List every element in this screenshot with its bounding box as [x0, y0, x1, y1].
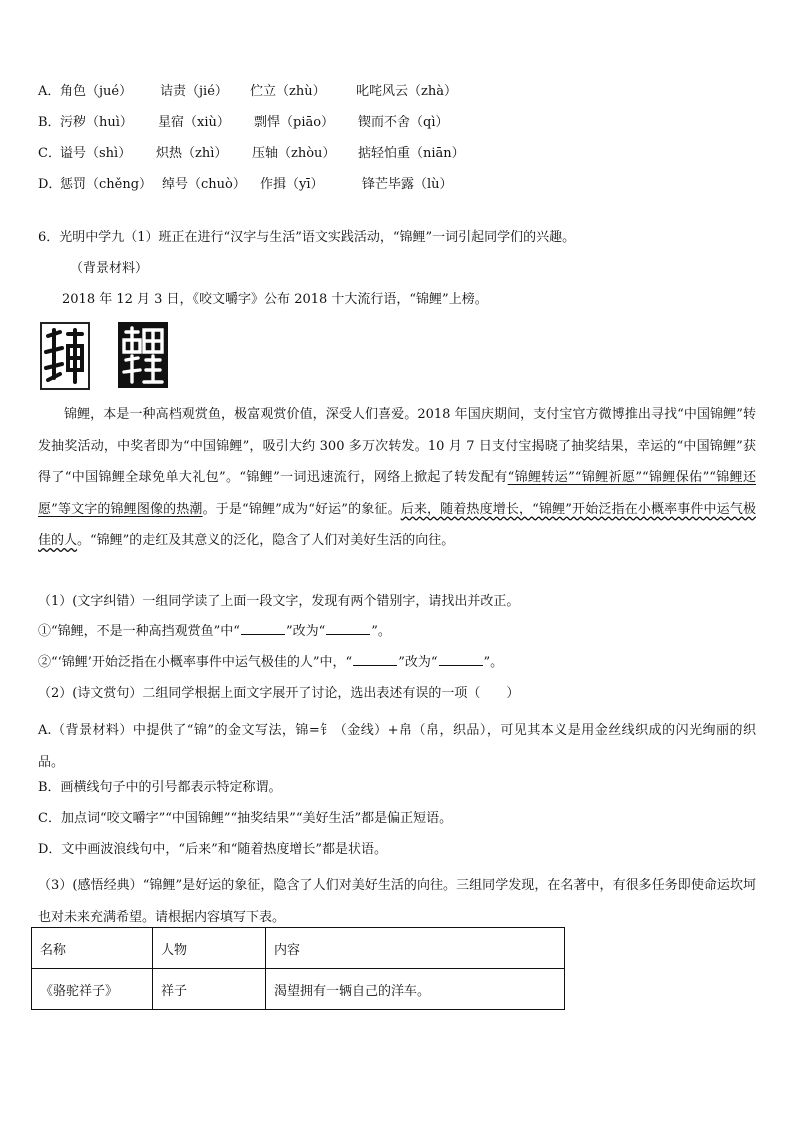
option-item: 诘责（jié） — [160, 84, 228, 99]
table-header-cell: 人物 — [153, 928, 266, 969]
passage-text: 。于是“锦鲤”成为“好运”的象征。 — [202, 501, 401, 517]
option-item: 谥号（shì） — [60, 146, 132, 161]
seal-character-icon — [118, 322, 168, 388]
sub1-item-1 — [38, 622, 391, 642]
sub2-option-a: A.（背景材料）中提供了“锦”的金文写法，锦=钅（金线）+帛（帛，织品），可见其本义是用金丝线织成的闪光绚丽的织品。 — [38, 723, 756, 770]
option-item: 锋芒毕露（lù） — [362, 177, 453, 192]
sub1-item-text: ②“‘锦鲤’开始泛指在小概率事件中运气极佳的人”中，“ — [38, 655, 353, 670]
sub2-option-b: B．画横线句子中的引号都表示特定称谓。 — [38, 780, 282, 795]
sub1-item-text: ①“锦鲤，不是一种高挡观赏鱼”中“ — [38, 624, 240, 639]
answer-blank[interactable] — [439, 653, 483, 666]
background-text: 2018 年 12 月 3 日，《咬文嚼字》公布 2018 十大流行语，“锦鲤”上榜。 — [62, 292, 488, 307]
option-letter: D． — [38, 177, 62, 192]
table-cell: 《骆驼祥子》 — [32, 969, 153, 1010]
option-item: 伫立（zhù） — [250, 84, 326, 99]
sub2-option-d: D．文中画波浪线句中，“后来”和“随着热度增长”都是状语。 — [38, 842, 388, 857]
option-item: 压轴（zhòu） — [252, 146, 336, 161]
table-cell: 祥子 — [153, 969, 266, 1010]
li-seal-script-image — [118, 322, 168, 388]
option-item: 叱咤风云（zhà） — [356, 84, 457, 99]
sub1-item-text: ”。 — [483, 655, 504, 670]
option-letter: B． — [38, 115, 61, 130]
table-header-cell: 内容 — [266, 928, 565, 969]
sub1-item-2 — [38, 653, 503, 673]
option-item: 剽悍（piāo） — [254, 115, 335, 130]
sub1-item-text: ”改为“ — [285, 624, 326, 639]
sub1-item-text: ”。 — [371, 624, 391, 639]
option-item: 污秽（huì） — [60, 115, 133, 130]
question-6-stem: 6．光明中学九（1）班正在进行“汉字与生活”语文实践活动，“锦鲤”一词引起同学们的兴趣。 — [38, 230, 576, 245]
classics-table — [31, 927, 565, 1010]
background-label: （背景材料） — [70, 261, 149, 276]
sub2-option-c: C．加点词“咬文嚼字”“中国锦鲤”“抽奖结果”“美好生活”都是偏正短语。 — [38, 811, 453, 826]
sub1-item-text: ”改为“ — [398, 655, 438, 670]
table-header-cell: 名称 — [32, 928, 153, 969]
passage-text: 。“锦鲤”的走红及其意义的泛化，隐含了人们对美好生活的向往。 — [77, 533, 455, 548]
answer-blank[interactable] — [326, 622, 370, 635]
option-item: 星宿（xiù） — [158, 115, 230, 130]
sub3-title: （3）(感悟经典）“锦鲤”是好运的象征，隐含了人们对美好生活的向往。三组同学发现，在名著中，有很多任务即使命运坎坷也对未来充满希望。请根据内容填写下表。 — [38, 878, 756, 925]
table-header-row — [32, 928, 565, 969]
option-item: 锲而不舍（qì） — [358, 115, 449, 130]
answer-blank[interactable] — [241, 622, 285, 635]
wavy-underlined-sentence: 后来，随着热度增长，“锦鲤”开始泛指在小概率事件中运气极佳的人 — [38, 501, 756, 548]
sub2-title: （2）(诗文赏句）二组同学根据上面文字展开了讨论，选出表述有误的一项（ ） — [38, 686, 520, 701]
passage-text: 锦鲤，本是一种高档观赏鱼，极富观赏价值，深受人们喜爱。2018 年国庆期间，支付宝官方微博推出寻找“中国锦鲤”转发抽奖活动，中奖者即为“中国锦鲤”，吸引大约 300 多万次转发。10 月 7 日支付宝揭晓了抽奖结果，幸运的“中国锦鲤”获得了“中国锦鲤全球免单大礼包”。“锦鲤”一词迅速流行，网络上掀起了转发配有 — [38, 407, 756, 485]
option-item: 绰号（chuò） — [162, 177, 246, 192]
option-letter: C． — [38, 146, 61, 161]
option-item: 角色（jué） — [60, 84, 133, 99]
seal-character-icon — [42, 324, 88, 388]
option-item: 惩罚（chěng） — [60, 177, 153, 192]
option-item: 作揖（yī） — [260, 177, 324, 192]
sub1-title: （1）(文字纠错）一组同学读了上面一段文字，发现有两个错别字，请找出并改正。 — [38, 594, 520, 609]
option-letter: A． — [38, 84, 61, 99]
underlined-sentence: “锦鲤转运”“锦鲤祈愿”“锦鲤保佑”“锦鲤还愿”等文字的锦鲤图像的热潮 — [38, 470, 756, 517]
table-cell: 渴望拥有一辆自己的洋车。 — [266, 969, 565, 1010]
option-item: 掂轻怕重（niān） — [358, 146, 465, 161]
passage — [38, 399, 756, 557]
option-item: 炽热（zhì） — [156, 146, 228, 161]
jin-bronze-script-image — [40, 322, 90, 390]
answer-blank[interactable] — [353, 653, 397, 666]
table-row — [32, 969, 565, 1010]
